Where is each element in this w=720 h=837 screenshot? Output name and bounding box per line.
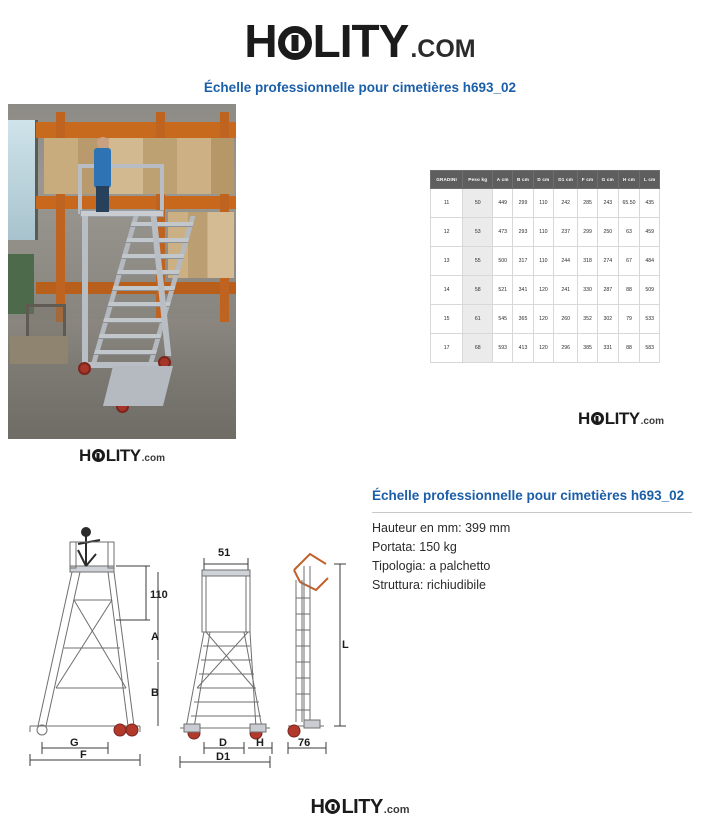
dim-H-label: H bbox=[256, 737, 264, 749]
table-header-row bbox=[431, 171, 660, 189]
table-col-f: F cm bbox=[578, 171, 598, 189]
brand-logo-dotcom: .com bbox=[640, 416, 664, 427]
cell-a: 521 bbox=[493, 276, 513, 305]
cell-d1: 260 bbox=[554, 305, 578, 334]
cell-gradini: 12 bbox=[431, 218, 463, 247]
brand-logo-lity: LITY bbox=[604, 409, 640, 428]
brand-logo-small bbox=[311, 797, 410, 817]
photo-base-frame bbox=[103, 366, 173, 406]
cell-gradini: 15 bbox=[431, 305, 463, 334]
photo-caster-wheel bbox=[78, 362, 91, 375]
dim-A-label: A bbox=[151, 631, 159, 643]
spec-struttura: Struttura: richiudibile bbox=[372, 578, 486, 592]
cell-a: 545 bbox=[493, 305, 513, 334]
table-col-gradini: GRADINI bbox=[431, 171, 463, 189]
dim-L-label: L bbox=[342, 639, 349, 651]
brand-logo-small bbox=[578, 410, 664, 427]
photo-rack-beam-mid bbox=[36, 196, 236, 209]
dim-D1-label: D1 bbox=[216, 751, 231, 763]
brand-logo-dotcom: .COM bbox=[410, 35, 476, 63]
product-spec-list bbox=[372, 519, 692, 595]
cell-d: 120 bbox=[533, 305, 553, 334]
cell-g: 331 bbox=[597, 334, 618, 363]
dim-76-label: 76 bbox=[298, 737, 311, 749]
page-title: Échelle professionnelle pour cimetières h693_02 bbox=[203, 80, 517, 95]
table-col-g: G cm bbox=[597, 171, 618, 189]
table-row bbox=[431, 218, 660, 247]
product-title: Échelle professionnelle pour cimetières h693_02 bbox=[372, 488, 685, 503]
cell-f: 299 bbox=[578, 218, 598, 247]
table-row bbox=[431, 247, 660, 276]
cell-gradini: 17 bbox=[431, 334, 463, 363]
photo-watermark-logo bbox=[8, 447, 236, 464]
cell-d: 110 bbox=[533, 189, 553, 218]
footer-logo bbox=[0, 797, 720, 817]
drawing-folded-view bbox=[288, 554, 349, 754]
cell-d: 120 bbox=[533, 276, 553, 305]
cell-d: 110 bbox=[533, 218, 553, 247]
cell-peso: 53 bbox=[463, 218, 493, 247]
table-col-d: D cm bbox=[533, 171, 553, 189]
product-photo bbox=[8, 104, 236, 439]
table-row bbox=[431, 334, 660, 363]
photo-pallet bbox=[10, 336, 68, 364]
cell-a: 449 bbox=[493, 189, 513, 218]
brand-logo-lity: LITY bbox=[312, 15, 409, 67]
brand-logo-dotcom: .com bbox=[141, 453, 165, 464]
technical-drawing bbox=[8, 520, 358, 785]
table-col-d1: D1 cm bbox=[554, 171, 578, 189]
cell-d1: 244 bbox=[554, 247, 578, 276]
table-head bbox=[431, 171, 660, 189]
table-col-a: A cm bbox=[493, 171, 513, 189]
cell-b: 293 bbox=[513, 218, 533, 247]
specifications-table bbox=[430, 170, 660, 363]
cell-h: 88 bbox=[618, 334, 640, 363]
brand-logo-o-icon bbox=[591, 412, 604, 425]
table-row bbox=[431, 305, 660, 334]
photo-worker-body bbox=[94, 148, 111, 188]
spec-tipologia: Tipologia: a palchetto bbox=[372, 559, 491, 573]
brand-logo-h: H bbox=[578, 409, 590, 428]
cell-f: 285 bbox=[578, 189, 598, 218]
brand-logo-h: H bbox=[79, 446, 91, 465]
cell-g: 250 bbox=[597, 218, 618, 247]
brand-logo-lity: LITY bbox=[105, 446, 141, 465]
cell-peso: 68 bbox=[463, 334, 493, 363]
photo-guardrail-top bbox=[78, 164, 164, 168]
cell-l: 533 bbox=[640, 305, 660, 334]
brand-logo-o-icon bbox=[92, 449, 105, 462]
brand-logo bbox=[244, 15, 476, 67]
secondary-logo bbox=[578, 410, 664, 427]
brand-logo-small bbox=[79, 447, 165, 464]
dim-B-label: B bbox=[151, 687, 159, 699]
cell-d1: 237 bbox=[554, 218, 578, 247]
cell-gradini: 13 bbox=[431, 247, 463, 276]
cell-d: 110 bbox=[533, 247, 553, 276]
photo-ladder-rung bbox=[121, 254, 184, 258]
photo-ladder-rung bbox=[103, 318, 166, 322]
cell-h: 67 bbox=[618, 247, 640, 276]
dim-F-label: F bbox=[80, 749, 87, 761]
cell-f: 352 bbox=[578, 305, 598, 334]
cell-peso: 58 bbox=[463, 276, 493, 305]
photo-ladder-rung bbox=[112, 286, 175, 290]
cell-peso: 61 bbox=[463, 305, 493, 334]
drawing-side-view bbox=[30, 527, 168, 766]
photo-front-leg bbox=[82, 216, 88, 366]
drawing-front-view bbox=[180, 547, 272, 768]
photo-guardrail-right bbox=[160, 164, 164, 214]
cell-l: 484 bbox=[640, 247, 660, 276]
photo-ladder-rung bbox=[131, 222, 194, 226]
cell-h: 65.50 bbox=[618, 189, 640, 218]
cell-h: 88 bbox=[618, 276, 640, 305]
cell-d: 120 bbox=[533, 334, 553, 363]
photo-ladder-rung bbox=[117, 270, 180, 274]
cell-a: 473 bbox=[493, 218, 513, 247]
spec-portata: Portata: 150 kg bbox=[372, 540, 457, 554]
cell-a: 500 bbox=[493, 247, 513, 276]
cell-l: 509 bbox=[640, 276, 660, 305]
cell-a: 593 bbox=[493, 334, 513, 363]
specifications-table-wrap bbox=[430, 170, 660, 363]
spec-hauteur: Hauteur en mm: 399 mm bbox=[372, 521, 511, 535]
product-info-block bbox=[372, 487, 692, 595]
cell-h: 63 bbox=[618, 218, 640, 247]
brand-logo-dotcom: .com bbox=[383, 804, 410, 816]
cell-gradini: 14 bbox=[431, 276, 463, 305]
table-col-h: H cm bbox=[618, 171, 640, 189]
header-logo bbox=[0, 0, 720, 67]
product-photo-block bbox=[8, 104, 236, 464]
photo-guardrail-left bbox=[78, 164, 82, 214]
dim-G-label: G bbox=[70, 737, 79, 749]
cell-peso: 50 bbox=[463, 189, 493, 218]
table-col-l: L cm bbox=[640, 171, 660, 189]
table-row bbox=[431, 189, 660, 218]
table-col-peso: Peso kg bbox=[463, 171, 493, 189]
cell-h: 79 bbox=[618, 305, 640, 334]
dim-D-label: D bbox=[219, 737, 227, 749]
cell-f: 318 bbox=[578, 247, 598, 276]
cell-d1: 242 bbox=[554, 189, 578, 218]
technical-drawing-svg bbox=[8, 520, 358, 785]
table-col-b: B cm bbox=[513, 171, 533, 189]
photo-rack-beam-top bbox=[36, 122, 236, 138]
cell-b: 299 bbox=[513, 189, 533, 218]
cell-f: 385 bbox=[578, 334, 598, 363]
brand-logo-o-icon bbox=[325, 799, 340, 814]
cell-b: 317 bbox=[513, 247, 533, 276]
photo-window bbox=[8, 120, 38, 240]
cell-g: 302 bbox=[597, 305, 618, 334]
cell-g: 287 bbox=[597, 276, 618, 305]
cell-g: 274 bbox=[597, 247, 618, 276]
photo-ladder-rung bbox=[99, 334, 162, 338]
cell-gradini: 11 bbox=[431, 189, 463, 218]
brand-logo-h: H bbox=[244, 15, 277, 67]
cell-b: 413 bbox=[513, 334, 533, 363]
dim-51-label: 51 bbox=[218, 547, 231, 559]
table-row bbox=[431, 276, 660, 305]
cell-peso: 55 bbox=[463, 247, 493, 276]
dim-110-label: 110 bbox=[150, 589, 168, 601]
cell-d1: 296 bbox=[554, 334, 578, 363]
info-divider bbox=[372, 512, 692, 513]
cell-g: 243 bbox=[597, 189, 618, 218]
cell-d1: 241 bbox=[554, 276, 578, 305]
table-body bbox=[431, 189, 660, 363]
photo-ladder-rung bbox=[94, 350, 157, 354]
brand-logo-o-icon bbox=[278, 26, 312, 60]
cell-l: 435 bbox=[640, 189, 660, 218]
cell-b: 365 bbox=[513, 305, 533, 334]
cell-l: 583 bbox=[640, 334, 660, 363]
cell-b: 341 bbox=[513, 276, 533, 305]
cell-f: 330 bbox=[578, 276, 598, 305]
cell-l: 459 bbox=[640, 218, 660, 247]
brand-logo-lity: LITY bbox=[341, 796, 383, 818]
brand-logo-h: H bbox=[310, 796, 325, 818]
photo-worker-legs bbox=[96, 186, 109, 212]
